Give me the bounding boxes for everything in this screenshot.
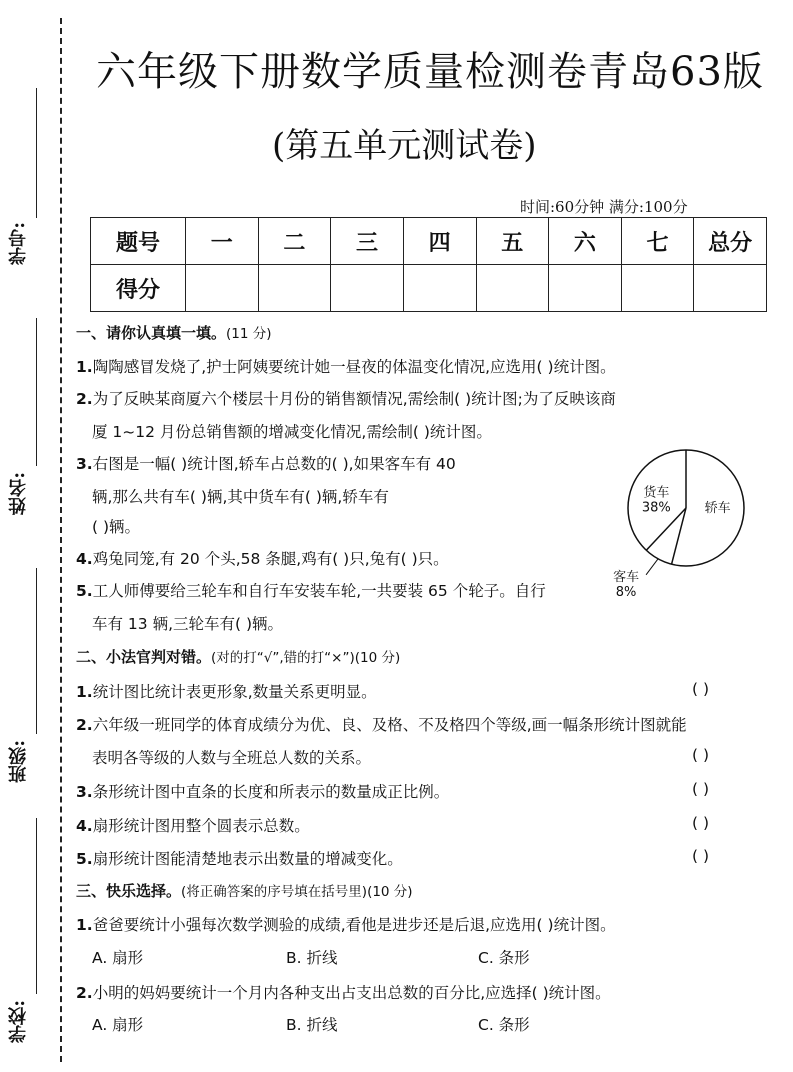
score-table	[90, 217, 767, 312]
school-label: 学校:	[8, 1000, 29, 1043]
question-text: 六年级一班同学的体育成绩分为优、良、及格、不及格四个等级,画一幅条形统计图就能	[92, 716, 687, 734]
answer-paren[interactable]: ( )	[692, 847, 710, 865]
s2-question-5	[76, 847, 403, 869]
question-number: 5.	[76, 582, 93, 600]
s1-question-2	[76, 387, 616, 409]
s2-question-1	[76, 680, 377, 702]
question-text: 为了反映某商厦六个楼层十月份的销售额情况,需绘制( )统计图;为了反映该商	[92, 390, 616, 408]
answer-paren[interactable]: ( )	[692, 814, 710, 832]
s1-question-2-line2: 厦 1~12 月份总销售额的增减变化情况,需绘制( )统计图。	[92, 423, 492, 441]
s1-question-1	[76, 355, 616, 377]
question-number: 4.	[76, 550, 93, 568]
s2-question-2-line2: 表明各等级的人数与全班总人数的关系。	[92, 749, 372, 767]
s1-question-3-line3: ( )辆。	[92, 518, 141, 536]
option-b[interactable]: B. 折线	[286, 949, 338, 967]
pie-chart	[613, 448, 780, 608]
option-b[interactable]: B. 折线	[286, 1016, 338, 1034]
s3-question-2	[76, 981, 611, 1003]
question-text: 条形统计图中直条的长度和所表示的数量成正比例。	[92, 783, 450, 801]
score-input-cell[interactable]	[476, 265, 549, 312]
question-number: 1.	[76, 358, 93, 376]
score-input-cell[interactable]	[549, 265, 622, 312]
option-a[interactable]: A. 扇形	[92, 949, 144, 967]
question-text: 爸爸要统计小强每次数学测验的成绩,看他是进步还是后退,应选用( )统计图。	[92, 916, 616, 934]
score-input-cell[interactable]	[621, 265, 694, 312]
s3-question-1	[76, 913, 616, 935]
score-row-label: 得分	[91, 265, 186, 312]
pie-slice-label: 货车	[643, 485, 670, 501]
score-input-cell[interactable]	[258, 265, 331, 312]
question-number: 5.	[76, 850, 93, 868]
class-field[interactable]	[36, 568, 37, 734]
section3-heading-text: 三、快乐选择。	[76, 882, 182, 900]
question-text: 扇形统计图能清楚地表示出数量的增减变化。	[92, 850, 403, 868]
pie-slice-label: 轿车	[704, 500, 731, 516]
s2-question-2	[76, 713, 687, 735]
section2-heading-text: 二、小法官判对错。	[76, 648, 212, 666]
section1-points: (11 分)	[226, 326, 272, 342]
score-input-cell[interactable]	[186, 265, 259, 312]
student-id-label: 学号:	[8, 222, 29, 265]
pie-slice-value-label: 38%	[641, 500, 671, 516]
option-a[interactable]: A. 扇形	[92, 1016, 144, 1034]
school-field[interactable]	[36, 818, 37, 994]
question-number: 4.	[76, 817, 93, 835]
score-header-cell: 总分	[694, 218, 767, 265]
score-header-cell: 六	[549, 218, 622, 265]
page-subtitle: (第五单元测试卷)	[272, 126, 537, 166]
section1-heading-text: 一、请你认真填一填。	[76, 324, 227, 342]
question-text: 鸡兔同笼,有 20 个头,58 条腿,鸡有( )只,兔有( )只。	[92, 550, 449, 568]
section3-note: (将正确答案的序号填在括号里)	[181, 884, 368, 900]
score-input-cell[interactable]	[403, 265, 476, 312]
section2-heading	[76, 646, 400, 667]
section2-points: (10 分)	[354, 650, 401, 666]
question-text: 右图是一幅( )统计图,轿车占总数的( ),如果客车有 40	[92, 455, 456, 473]
pie-slice-value-label: 8%	[615, 584, 637, 600]
section1-heading	[76, 322, 272, 343]
score-header-cell: 七	[621, 218, 694, 265]
score-input-cell[interactable]	[694, 265, 767, 312]
s1-question-3-line2: 辆,那么共有车( )辆,其中货车有( )辆,轿车有	[92, 488, 389, 506]
score-table-score-row	[91, 265, 767, 312]
question-number: 1.	[76, 683, 93, 701]
score-table-header-row	[91, 218, 767, 265]
option-c[interactable]: C. 条形	[478, 1016, 530, 1034]
pie-slice-label: 客车	[613, 569, 640, 585]
score-header-cell: 五	[476, 218, 549, 265]
binding-dashed-line	[60, 18, 62, 1062]
question-number: 3.	[76, 455, 93, 473]
s2-question-3	[76, 780, 449, 802]
class-label: 班级:	[8, 740, 29, 783]
section2-note: (对的打“√”,错的打“×”)	[211, 650, 355, 666]
time-info: 时间:60分钟 满分:100分	[520, 198, 688, 216]
question-text: 工人师傅要给三轮车和自行车安装车轮,一共要装 65 个轮子。自行	[92, 582, 546, 600]
name-field[interactable]	[36, 318, 37, 466]
s1-question-5-line2: 车有 13 辆,三轮车有( )辆。	[92, 615, 284, 633]
page-title: 六年级下册数学质量检测卷青岛63版	[96, 49, 764, 95]
question-number: 2.	[76, 984, 93, 1002]
question-number: 2.	[76, 390, 93, 408]
question-number: 3.	[76, 783, 93, 801]
score-header-cell: 一	[186, 218, 259, 265]
answer-paren[interactable]: ( )	[692, 780, 710, 798]
question-number: 1.	[76, 916, 93, 934]
score-header-cell: 题号	[91, 218, 186, 265]
s1-question-4	[76, 547, 449, 569]
question-text: 陶陶感冒发烧了,护士阿姨要统计她一昼夜的体温变化情况,应选用( )统计图。	[92, 358, 616, 376]
score-header-cell: 三	[331, 218, 404, 265]
section3-heading	[76, 880, 413, 901]
s2-question-4	[76, 814, 310, 836]
name-label: 姓名:	[8, 472, 29, 515]
score-header-cell: 二	[258, 218, 331, 265]
s1-question-5	[76, 579, 546, 601]
option-c[interactable]: C. 条形	[478, 949, 530, 967]
answer-paren[interactable]: ( )	[692, 680, 710, 698]
s1-question-3	[76, 452, 456, 474]
answer-paren[interactable]: ( )	[692, 746, 710, 764]
student-id-field[interactable]	[36, 88, 37, 218]
question-text: 统计图比统计表更形象,数量关系更明显。	[92, 683, 377, 701]
section3-points: (10 分)	[367, 884, 413, 900]
pie-leader-line	[646, 559, 658, 575]
score-input-cell[interactable]	[331, 265, 404, 312]
question-text: 扇形统计图用整个圆表示总数。	[92, 817, 310, 835]
question-number: 2.	[76, 716, 93, 734]
question-text: 小明的妈妈要统计一个月内各种支出占支出总数的百分比,应选择( )统计图。	[92, 984, 611, 1002]
score-header-cell: 四	[403, 218, 476, 265]
